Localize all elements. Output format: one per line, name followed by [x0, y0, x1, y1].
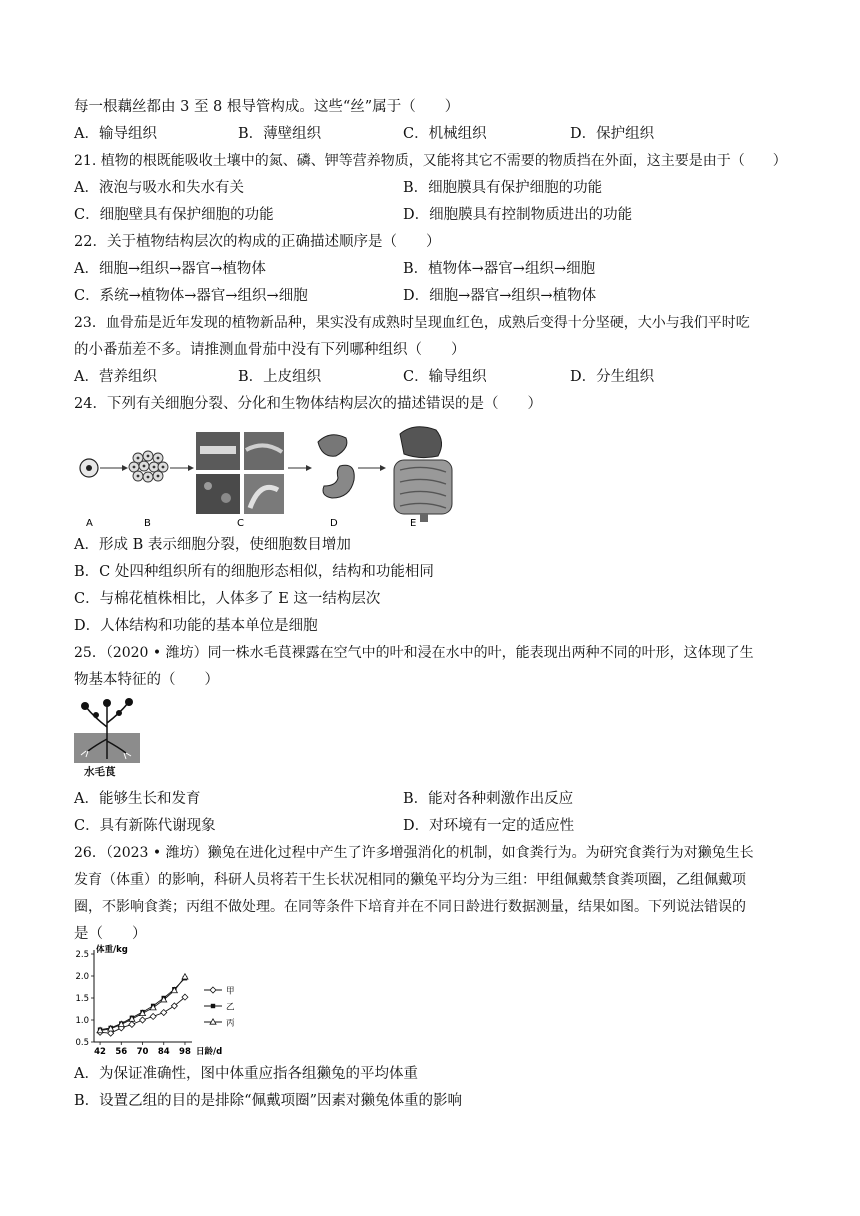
- legend-label: 丙: [226, 1018, 235, 1029]
- figure-label-e: E: [410, 518, 417, 529]
- q25-option-b: B．能对各种刺激作出反应: [403, 791, 574, 807]
- q22-option-a: A．细胞→组织→器官→植物体: [74, 261, 266, 277]
- data-point: [211, 1004, 215, 1008]
- data-point: [140, 1017, 146, 1023]
- y-tick-label: 0.5: [75, 1038, 89, 1048]
- q22-option-c: C．系统→植物体→器官→组织→细胞: [74, 288, 308, 304]
- q26-option-b: B．设置乙组的目的是排除“佩戴项圈”因素对獭兔体重的影响: [74, 1093, 462, 1109]
- q20-option-b: B．薄壁组织: [238, 126, 322, 142]
- water-buttercup-figure: [74, 693, 140, 763]
- data-point: [210, 987, 216, 993]
- data-point: [161, 1010, 167, 1016]
- q20-option-a: A．输导组织: [74, 126, 157, 142]
- q25-option-d: D．对环境有一定的适应性: [403, 818, 575, 834]
- q25-stem-line1: 25．（2020 • 潍坊）同一株水毛茛裸露在空气中的叶和浸在水中的叶，能表现出两种不同的叶形，这体现了生: [74, 645, 754, 661]
- q23-option-c: C．输导组织: [403, 369, 487, 385]
- q23-option-d: D．分生组织: [570, 369, 655, 385]
- q21-option-d: D．细胞膜具有控制物质进出的功能: [403, 207, 633, 223]
- figure-label-d: D: [330, 518, 338, 529]
- q23-stem-line2: 的小番茄差不多。请推测血骨茄中没有下列哪种组织（ ）: [74, 342, 466, 358]
- data-point: [210, 1019, 216, 1024]
- x-tick-label: 42: [94, 1047, 106, 1057]
- figure-label-a: A: [86, 518, 93, 529]
- y-tick-label: 2.5: [75, 950, 89, 960]
- y-tick-label: 1.5: [75, 994, 89, 1004]
- weight-line-chart: [68, 944, 268, 1062]
- figure-c-tissues: [196, 432, 284, 514]
- data-point: [150, 1013, 156, 1019]
- q23-stem-line1: 23．血骨茄是近年发现的植物新品种，果实没有成熟时呈现血红色，成熟后变得十分坚硬，大小与我们平时吃: [74, 315, 750, 331]
- q24-option-b: B．C 处四种组织所有的细胞形态相似，结构和功能相同: [74, 564, 434, 580]
- x-axis-title: 日龄/d: [196, 1047, 223, 1057]
- q22-option-d: D．细胞→器官→组织→植物体: [403, 288, 597, 304]
- legend-label: 乙: [226, 1002, 235, 1013]
- q21-stem: 21. 植物的根既能吸收土壤中的氮、磷、钾等营养物质，又能将其它不需要的物质挡在外面，这主要是由于（ ）: [74, 153, 787, 169]
- x-tick-label: 70: [136, 1047, 149, 1057]
- y-axis-title: 体重/kg: [96, 945, 128, 955]
- data-point: [129, 1021, 135, 1027]
- legend-label: 甲: [226, 986, 235, 997]
- q20-option-c: C．机械组织: [403, 126, 487, 142]
- figure-label-b: B: [144, 518, 151, 529]
- figure-label-c: C: [237, 518, 244, 529]
- q20-stem: 每一根藕丝都由 3 至 8 根导管构成。这些“丝”属于（ ）: [74, 99, 460, 115]
- x-tick-label: 98: [179, 1047, 191, 1057]
- q25-option-c: C．具有新陈代谢现象: [74, 818, 216, 834]
- q21-option-b: B．细胞膜具有保护细胞的功能: [403, 180, 603, 196]
- q26-option-a: A．为保证准确性，图中体重应指各组獭兔的平均体重: [74, 1066, 418, 1082]
- q26-stem-line3: 圈，不影响食粪；丙组不做处理。在同等条件下培育并在不同日龄进行数据测量，结果如图。下列说法错误的: [74, 899, 746, 915]
- q24-option-d: D．人体结构和功能的基本单位是细胞: [74, 618, 318, 634]
- q21-option-c: C．细胞壁具有保护细胞的功能: [74, 207, 274, 223]
- q25-option-a: A．能够生长和发育: [74, 791, 201, 807]
- y-tick-label: 2.0: [75, 972, 89, 982]
- q23-option-b: B．上皮组织: [238, 369, 322, 385]
- q26-stem-line1: 26．（2023 • 潍坊）獭兔在进化过程中产生了许多增强消化的机制，如食粪行为。为研究食粪行为对獭兔生长: [74, 845, 754, 861]
- water-buttercup-caption: 水毛茛: [84, 766, 116, 778]
- figure-a-cell: [80, 459, 98, 477]
- y-tick-label: 1.0: [75, 1016, 89, 1026]
- q26-stem-line2: 发育（体重）的影响，科研人员将若干生长状况相同的獭兔平均分为三组：甲组佩戴禁食粪项圈，乙组佩戴项: [74, 872, 746, 888]
- chart-series: [97, 974, 188, 1037]
- q24-option-c: C．与棉花植株相比，人体多了 E 这一结构层次: [74, 591, 381, 607]
- chart-axes: [75, 944, 222, 1057]
- figure-e-digestive-system: [394, 427, 452, 522]
- q24-option-a: A．形成 B 表示细胞分裂，使细胞数目增加: [74, 537, 351, 553]
- q22-option-b: B．植物体→器官→组织→细胞: [403, 261, 596, 277]
- q20-option-d: D．保护组织: [570, 126, 655, 142]
- figure-d-organs: [318, 435, 354, 498]
- x-tick-label: 56: [115, 1047, 128, 1057]
- q21-option-a: A．液泡与吸水和失水有关: [74, 180, 244, 196]
- q23-option-a: A．营养组织: [74, 369, 157, 385]
- q22-stem: 22．关于植物结构层次的构成的正确描述顺序是（ ）: [74, 234, 441, 250]
- x-tick-label: 84: [157, 1047, 170, 1057]
- q25-stem-line2: 物基本特征的（ ）: [74, 672, 219, 688]
- cell-division-figure: [74, 420, 464, 530]
- chart-legend: [204, 987, 235, 1029]
- q24-stem: 24．下列有关细胞分裂、分化和生物体结构层次的描述错误的是（ ）: [74, 396, 542, 412]
- q26-stem-line4: 是（ ）: [74, 926, 147, 942]
